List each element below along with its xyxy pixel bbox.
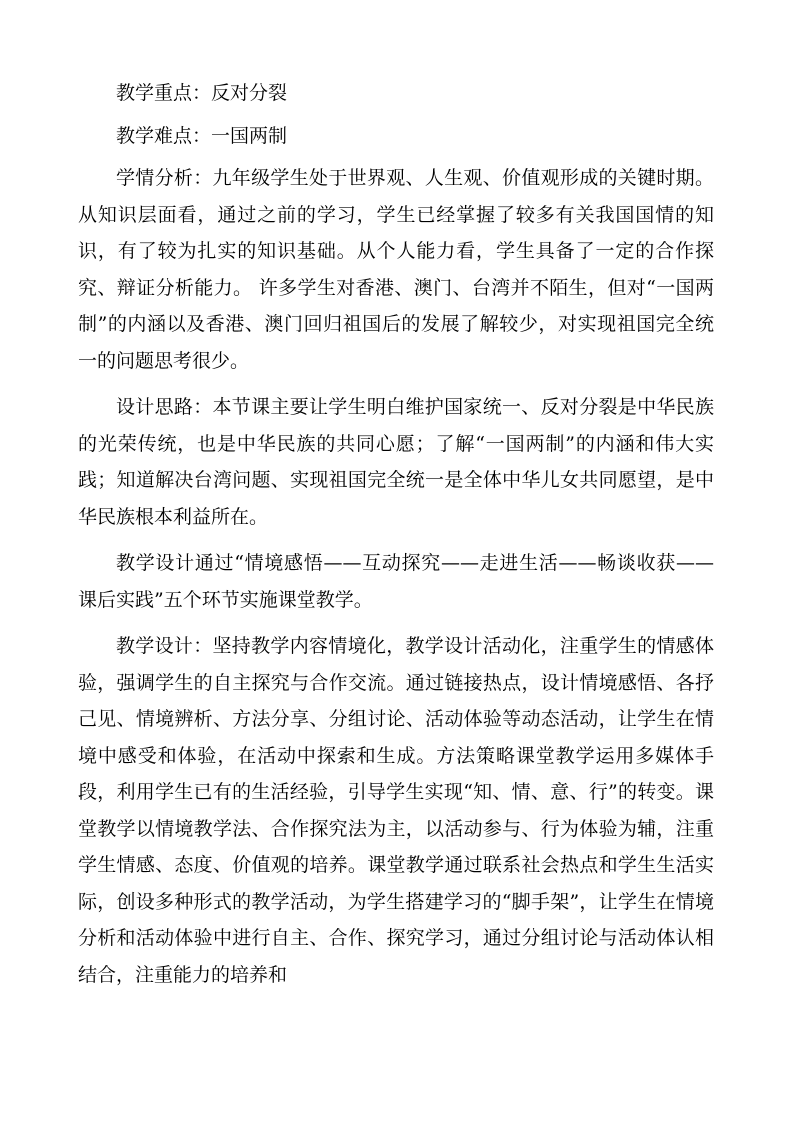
paragraph-student-analysis: 学情分析：九年级学生处于世界观、人生观、价值观形成的关键时期。从知识层面看，通过之前的学习，学生已经掌握了较多有关我国国情的知识，有了较为扎实的知识基础。从个人能力看，学生具备了一定的合作探究、辩证分析能力。 许多学生对香港、澳门、台湾并不陌生，但对“一国两制”的内涵以及香港、澳门回归祖国后的发展了解较少，对实现祖国完全统一的问题思考很少。 [78, 167, 714, 372]
document-page [78, 75, 714, 1003]
paragraph-teaching-difficulty: 教学难点：一国两制 [116, 124, 288, 147]
paragraph-teaching-stages: 教学设计通过“情境感悟——互动探究——走进生活——畅谈收获——课后实践”五个环节实施课堂教学。 [78, 552, 714, 611]
paragraph-design-idea: 设计思路：本节课主要让学生明白维护国家统一、反对分裂是中华民族的光荣传统，也是中华民族的共同心愿；了解“一国两制”的内涵和伟大实践；知道解决台湾问题、实现祖国完全统一是全体中华儿女共同愿望，是中华民族根本利益所在。 [78, 396, 714, 528]
paragraph-teaching-design: 教学设计：坚持教学内容情境化，教学设计活动化，注重学生的情感体验，强调学生的自主探究与合作交流。通过链接热点，设计情境感悟、各抒己见、情境辨析、方法分享、分组讨论、活动体验等动态活动，让学生在情境中感受和体验，在活动中探索和生成。方法策略课堂教学运用多媒体手段，利用学生已有的生活经验，引导学生实现“知、情、意、行”的转变。课堂教学以情境教学法、合作探究法为主，以活动参与、行为体验为辅，注重学生情感、态度、价值观的培养。课堂教学通过联系社会热点和学生生活实际，创设多种形式的教学活动，为学生搭建学习的“脚手架”，让学生在情境分析和活动体验中进行自主、合作、探究学习，通过分组讨论与活动体认相结合，注重能力的培养和 [78, 635, 714, 986]
paragraph-teaching-focus: 教学重点：反对分裂 [116, 82, 288, 104]
